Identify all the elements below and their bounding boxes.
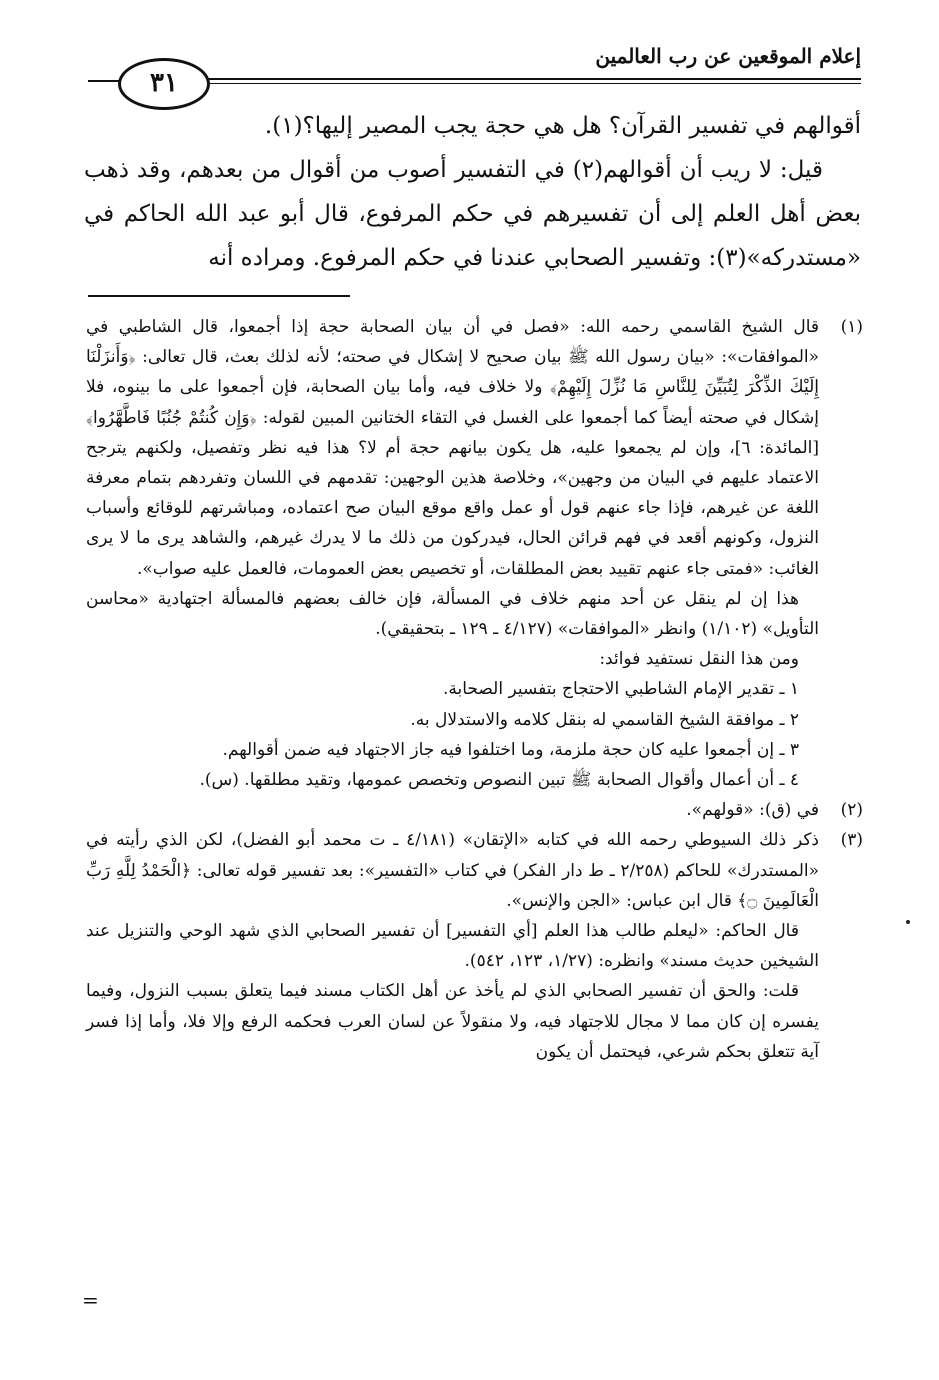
main-paragraph: أقوالهم في تفسير القرآن؟ هل هي حجة يجب المصير إليها؟(١). (264, 113, 861, 139)
header-rule (188, 78, 861, 80)
footnote-number: (٢) (840, 800, 863, 821)
footnote-paragraph: قال الحاكم: «ليعلم طالب هذا العلم [أي التفسير] أن تفسير الصحابي الذي شهد الوحي والتنزيل عند الشيخين حديث مسند» وانظره: (١/٢٧، ١٢٣، ٥٤٢). (86, 921, 819, 972)
footnote-2 (86, 795, 863, 825)
footnote-paragraph: في (ق): «قولهم». (686, 800, 819, 821)
footnote-list-item: ٢ ـ موافقة الشيخ القاسمي له بنقل كلامه والاستدلال به. (410, 709, 799, 730)
footnote-paragraph: ذكر ذلك السيوطي رحمه الله في كتابه «الإتقان» (٤/١٨١ ـ ت محمد أبو الفضل)، لكن الذي رأيته في «المستدرك» للحاكم (٢/٢٥٨ ـ ط دار الفكر) في كتاب «التفسير»: بعد تفسير قوله تعالى: ﴿الْحَمْدُ لِلَّهِ رَبِّ الْعَالَمِينَ ۝﴾ قال ابن عباس: «الجن والإنس». (86, 830, 820, 911)
footnote-number: (١) (840, 317, 863, 337)
footnote-1 (86, 312, 863, 795)
footnote-list-item: ٣ ـ إن أجمعوا عليه كان حجة ملزمة، وما اختلفوا فيه جاز الاجتهاد فيه ضمن أقوالهم. (222, 739, 799, 760)
page-header (88, 40, 861, 100)
footnote-body (86, 825, 819, 1067)
footnote-body (86, 312, 819, 795)
continuation-mark: = (82, 1288, 99, 1312)
stray-dot (906, 920, 910, 924)
running-title: إعلام الموقعين عن رب العالمين (595, 44, 861, 68)
footnote-paragraph: ومن هذا النقل نستفيد فوائد: (599, 649, 799, 670)
footnote-paragraph: هذا إن لم ينقل عن أحد منهم خلاف في المسألة، فإن خالف بعضهم فالمسألة اجتهادية «محاسن التأويل» (١/١٠٢) وانظر «الموافقات» (٤/١٢٧ ـ ١٢٩ ـ بتحقيقي). (86, 588, 819, 640)
main-text (84, 104, 861, 280)
footnote-3 (86, 825, 863, 1067)
footnote-paragraph: قلت: والحق أن تفسير الصحابي الذي لم يأخذ عن أهل الكتاب مسند فيما يتعلق بسبب النزول، وفيما يفسره إن كان مما لا مجال للاجتهاد فيه، ولا منقولاً عن لسان العرب فحكمه الرفع وإلا فلا، وأما إذا فسر آية تتعلق بحكم شرعي، فيحتمل أن يكون (86, 981, 819, 1062)
page-number: ٣١ (118, 58, 210, 110)
footnote-list-item: ١ ـ تقدير الإمام الشاطبي الاحتجاج بتفسير الصحابة. (443, 679, 799, 700)
footnote-separator (88, 295, 350, 297)
footnote-paragraph: قال الشيخ القاسمي رحمه الله: «فصل في أن بيان الصحابة حجة إذا أجمعوا، قال الشاطبي في «الموافقات»: «بيان رسول الله ﷺ بيان صحيح لا إشكال في صحته؛ لأنه لذلك بعث، قال تعالى: ﴿وَأَنزَلْنَا إِلَيْكَ الذِّكْرَ لِتُبَيِّنَ لِلنَّاسِ مَا نُزِّلَ إِلَيْهِمْ﴾ ولا خلاف فيه، وأما بيان الصحابة، فإن أجمعوا على ما بينوه، فلا إشكال في صحته أيضاً كما أجمعوا على الغسل في التقاء الختانين المبين لقوله: ﴿وَإِن كُنتُمْ جُنُبًا فَاطَّهَّرُوا﴾ [المائدة: ٦]، وإن لم يجمعوا عليه، هل يكون بيانهم حجة أم لا؟ هذا فيه نظر وتفصيل، ولكنهم يترجح الاعتماد عليهم في البيان من وجهين»، وخلاصة هذين الوجهين: تقدمهم في اللسان وتفردهم بتمام معرفة اللغة عن غيرهم، فإذا جاء عنهم قول أو عمل واقع موقع البيان صح اعتماده، ومباشرتهم للوقائع وأسباب النزول، وكونهم أقعد في فهم قرائن الحال، فيدركون من ذلك ما لا يدرك غيرهم، والشاهد يرى ما لا يرى الغائب: «فمتى جاء عنهم تقييد بعض المطلقات، أو تخصيص بعض العمومات، فالعمل عليه صواب». (86, 317, 819, 579)
footnotes (86, 312, 863, 1067)
footnote-number: (٣) (840, 830, 863, 851)
main-paragraph: قيل: لا ريب أن أقوالهم(٢) في التفسير أصوب من أقوال من بعدهم، وقد ذهب بعض أهل العلم إلى أن تفسيرهم في حكم المرفوع، قال أبو عبد الله الحاكم في «مستدركه»(٣): وتفسير الصحابي عندنا في حكم المرفوع. ومراده أنه (84, 157, 861, 271)
footnote-body (86, 795, 819, 825)
header-rule-thin (188, 83, 861, 84)
footnote-list-item: ٤ ـ أن أعمال وأقوال الصحابة ﷺ تبين النصوص وتخصص عمومها، وتقيد مطلقها. (س). (199, 770, 799, 791)
